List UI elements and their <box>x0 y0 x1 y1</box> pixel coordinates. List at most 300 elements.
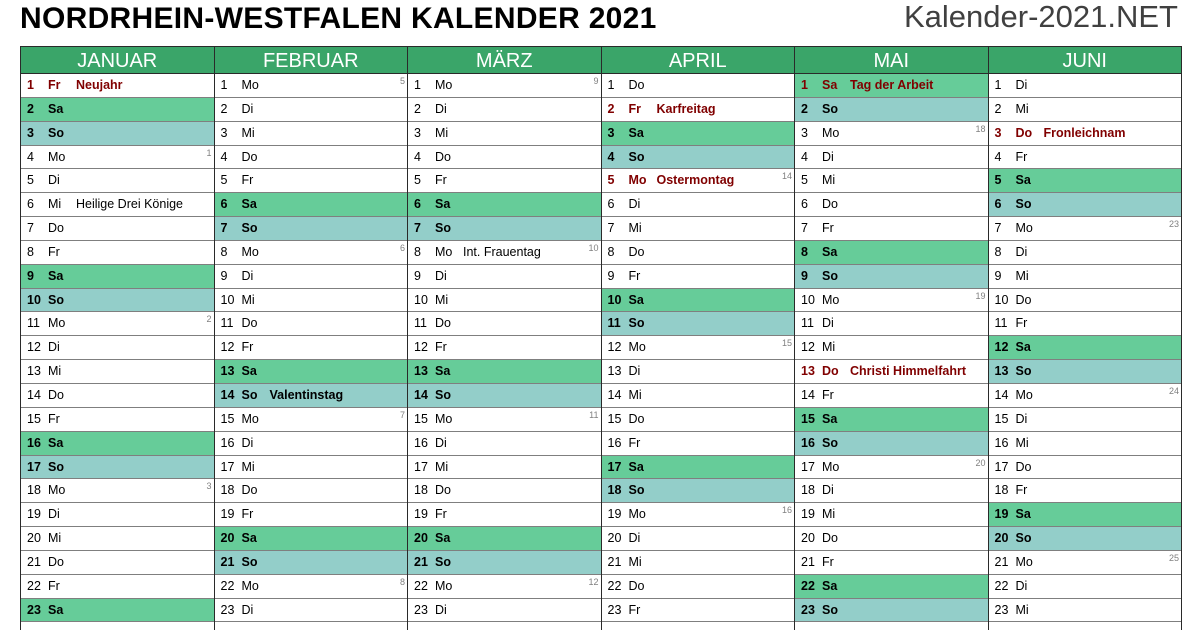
day-number: 23 <box>607 602 622 617</box>
week-number: 24 <box>1168 385 1179 396</box>
weekday-label: So <box>435 221 451 236</box>
day-number: 4 <box>607 149 615 164</box>
day-number: 1 <box>414 78 421 92</box>
day-row <box>21 169 214 193</box>
day-row <box>989 527 1182 551</box>
day-row <box>215 265 408 289</box>
day-number: 6 <box>220 197 228 212</box>
day-row <box>215 527 408 551</box>
day-number: 18 <box>414 483 428 498</box>
day-number: 17 <box>994 459 1009 474</box>
day-number: 12 <box>994 340 1009 355</box>
day-number: 5 <box>27 173 34 188</box>
weekday-label: Sa <box>48 435 64 450</box>
day-row <box>989 479 1182 503</box>
week-number: 9 <box>593 76 599 86</box>
weekday-label: Mo <box>241 411 259 426</box>
weekday-label: Fr <box>241 173 254 188</box>
weekday-label: So <box>628 149 645 164</box>
day-row <box>215 122 408 146</box>
day-row <box>408 479 601 503</box>
weekday-label: Fr <box>822 221 834 236</box>
day-row <box>408 312 601 336</box>
day-number: 23 <box>801 602 815 617</box>
week-number: 15 <box>781 338 792 349</box>
weekday-label: So <box>822 101 838 116</box>
day-row <box>408 599 601 623</box>
day-number: 18 <box>220 483 235 498</box>
weekday-label: Sa <box>822 578 838 593</box>
day-number: 9 <box>414 268 421 283</box>
weekday-label: So <box>435 387 451 402</box>
weekday-label: Di <box>435 602 447 617</box>
page-title: NORDRHEIN-WESTFALEN KALENDER 2021 <box>20 2 657 35</box>
day-row <box>21 479 214 503</box>
weekday-label: Di <box>241 268 254 283</box>
weekday-label: Mi <box>628 554 642 569</box>
day-number: 4 <box>414 149 421 164</box>
week-number: 19 <box>975 290 986 301</box>
day-row <box>602 146 795 170</box>
weekday-label: Sa <box>435 197 451 212</box>
weekday-label: Do <box>241 149 258 164</box>
day-number: 16 <box>414 435 428 450</box>
day-number: 16 <box>801 435 815 450</box>
day-number: 7 <box>220 221 228 236</box>
day-row <box>989 456 1182 480</box>
day-row <box>795 146 988 170</box>
day-row <box>408 503 601 527</box>
day-row <box>21 241 214 265</box>
day-row <box>215 479 408 503</box>
weekday-label: Mo <box>435 244 453 259</box>
day-number: 3 <box>607 125 615 140</box>
weekday-label: So <box>628 483 645 498</box>
weekday-label: Mi <box>1015 268 1029 283</box>
week-number: 3 <box>206 481 212 492</box>
day-number: 23 <box>220 602 235 617</box>
day-number: 20 <box>994 531 1009 546</box>
weekday-label: So <box>48 459 64 474</box>
day-number: 9 <box>220 268 228 283</box>
weekday-label: Sa <box>241 531 257 546</box>
day-row <box>21 575 214 599</box>
day-row <box>989 217 1182 241</box>
weekday-label: Sa <box>241 197 257 212</box>
day-number: 6 <box>414 197 421 212</box>
day-row <box>408 384 601 408</box>
day-row <box>215 169 408 193</box>
day-number: 1 <box>994 78 1002 92</box>
weekday-label: Do <box>822 197 838 212</box>
day-row <box>215 432 408 456</box>
day-row <box>989 74 1182 98</box>
weekday-label: Do <box>435 483 451 498</box>
weekday-label: So <box>48 292 64 307</box>
day-number: 4 <box>220 149 228 164</box>
day-number: 16 <box>220 435 235 450</box>
weekday-label: So <box>822 268 838 283</box>
day-row <box>408 575 601 599</box>
weekday-label: Do <box>628 411 645 426</box>
weekday-label: Sa <box>1015 173 1031 188</box>
weekday-label: Fr <box>435 340 447 355</box>
day-row <box>602 575 795 599</box>
weekday-label: Mi <box>241 459 255 474</box>
weekday-label: Mi <box>822 507 836 522</box>
weekday-label: Fr <box>435 507 447 522</box>
day-row <box>795 217 988 241</box>
weekday-label: Di <box>628 197 641 212</box>
day-number: 15 <box>220 411 235 426</box>
weekday-label: Mo <box>1015 387 1033 402</box>
weekday-label: Do <box>48 387 64 402</box>
day-number: 8 <box>801 244 808 259</box>
week-number: 7 <box>399 409 405 420</box>
day-number: 18 <box>801 483 815 498</box>
day-row <box>215 312 408 336</box>
weekday-label: Do <box>822 531 838 546</box>
day-row <box>989 384 1182 408</box>
weekday-label: Mi <box>48 531 62 546</box>
weekday-label: So <box>1015 364 1032 379</box>
day-row <box>602 384 795 408</box>
day-number: 9 <box>994 268 1002 283</box>
weekday-label: Mo <box>628 340 646 355</box>
weekday-label: Sa <box>435 531 451 546</box>
day-number: 14 <box>607 387 622 402</box>
day-number: 3 <box>994 125 1002 140</box>
day-row <box>795 98 988 122</box>
day-row <box>989 98 1182 122</box>
day-number: 17 <box>27 459 41 474</box>
day-row <box>602 169 795 193</box>
day-number: 19 <box>801 507 815 522</box>
day-number: 10 <box>607 292 622 307</box>
day-row <box>408 527 601 551</box>
day-number: 23 <box>27 602 41 617</box>
day-number: 22 <box>220 578 235 593</box>
day-number: 3 <box>220 125 228 140</box>
weekday-label: Sa <box>822 411 838 426</box>
weekday-label: Di <box>822 149 834 164</box>
month-header: JANUAR <box>21 46 214 74</box>
week-number: 11 <box>589 409 599 420</box>
weekday-label: Mo <box>822 292 840 307</box>
day-row <box>215 408 408 432</box>
weekday-label: Mi <box>241 125 255 140</box>
weekday-label: Mo <box>1015 554 1033 569</box>
day-row <box>408 408 601 432</box>
day-number: 15 <box>994 411 1009 426</box>
day-row <box>989 432 1182 456</box>
day-row <box>602 241 795 265</box>
day-row <box>408 360 601 384</box>
day-number: 2 <box>801 101 808 116</box>
day-number: 13 <box>607 364 622 379</box>
weekday-label: Do <box>1015 292 1032 307</box>
weekday-label: Mo <box>48 316 66 331</box>
day-row <box>215 336 408 360</box>
day-number: 22 <box>414 578 428 593</box>
day-number: 13 <box>801 364 815 379</box>
day-row <box>795 408 988 432</box>
day-number: 3 <box>27 125 34 140</box>
weekday-label: So <box>628 316 645 331</box>
day-row <box>989 360 1182 384</box>
day-number: 19 <box>220 507 235 522</box>
day-number: 1 <box>607 78 615 92</box>
weekday-label: Do <box>628 578 645 593</box>
day-number: 4 <box>801 149 808 164</box>
day-row <box>795 312 988 336</box>
day-row <box>602 193 795 217</box>
day-number: 2 <box>607 101 615 116</box>
day-row <box>21 312 214 336</box>
weekday-label: Mi <box>628 387 642 402</box>
day-number: 15 <box>607 411 622 426</box>
day-number: 19 <box>27 507 41 522</box>
day-row <box>795 575 988 599</box>
day-number: 22 <box>801 578 815 593</box>
day-number: 1 <box>220 78 228 92</box>
month-header: JUNI <box>989 46 1182 74</box>
day-row <box>215 456 408 480</box>
day-number: 4 <box>27 149 34 164</box>
day-number: 11 <box>607 316 621 331</box>
weekday-label: Fr <box>48 578 60 593</box>
weekday-label: So <box>241 387 258 402</box>
weekday-label: Sa <box>628 459 644 474</box>
day-row <box>989 503 1182 527</box>
weekday-label: Di <box>48 173 60 188</box>
day-row <box>408 122 601 146</box>
weekday-label: Di <box>241 602 254 617</box>
day-number: 21 <box>801 554 815 569</box>
weekday-label: Mo <box>628 507 646 522</box>
weekday-label: Sa <box>1015 340 1031 355</box>
holiday-label: Tag der Arbeit <box>850 78 934 92</box>
day-row <box>215 360 408 384</box>
day-number: 10 <box>994 292 1009 307</box>
day-row <box>21 336 214 360</box>
day-number: 18 <box>994 483 1009 498</box>
day-row <box>408 336 601 360</box>
weekday-label: Di <box>241 101 254 116</box>
day-number: 17 <box>414 459 428 474</box>
day-number: 21 <box>994 554 1009 569</box>
day-row <box>21 551 214 575</box>
day-number: 15 <box>414 411 428 426</box>
day-row <box>795 122 988 146</box>
day-row <box>989 336 1182 360</box>
weekday-label: Mi <box>822 340 836 355</box>
month-column <box>21 46 215 630</box>
day-row <box>408 456 601 480</box>
day-number: 3 <box>801 125 808 140</box>
weekday-label: Di <box>822 316 834 331</box>
day-number: 8 <box>414 244 421 259</box>
weekday-label: So <box>822 435 838 450</box>
week-number: 16 <box>781 505 792 516</box>
day-row <box>602 312 795 336</box>
day-number: 8 <box>27 244 34 259</box>
day-row <box>602 551 795 575</box>
day-number: 18 <box>607 483 622 498</box>
day-number: 21 <box>607 554 622 569</box>
holiday-label: Fronleichnam <box>1043 125 1126 140</box>
weekday-label: Fr <box>628 268 641 283</box>
day-number: 14 <box>414 387 428 402</box>
day-number: 11 <box>994 316 1008 331</box>
weekday-label: Mo <box>241 578 259 593</box>
day-row <box>215 146 408 170</box>
month-column <box>408 46 602 630</box>
weekday-label: Mi <box>1015 101 1029 116</box>
day-row <box>602 122 795 146</box>
weekday-label: Do <box>241 483 258 498</box>
day-number: 10 <box>27 292 41 307</box>
day-row <box>795 599 988 623</box>
day-row <box>602 408 795 432</box>
day-number: 13 <box>220 364 235 379</box>
day-number: 13 <box>994 364 1009 379</box>
day-row <box>602 479 795 503</box>
day-row <box>602 456 795 480</box>
day-number: 12 <box>27 340 41 355</box>
day-number: 1 <box>27 78 34 92</box>
day-row <box>21 217 214 241</box>
day-number: 21 <box>414 554 428 569</box>
weekday-label: Sa <box>822 78 838 92</box>
day-row <box>989 312 1182 336</box>
weekday-label: Di <box>48 507 60 522</box>
day-number: 20 <box>801 531 815 546</box>
day-number: 7 <box>994 221 1002 236</box>
day-number: 22 <box>607 578 622 593</box>
weekday-label: So <box>241 221 258 236</box>
day-number: 12 <box>607 340 622 355</box>
holiday-label: Ostermontag <box>656 173 735 188</box>
weekday-label: Do <box>435 149 451 164</box>
day-number: 5 <box>994 173 1002 188</box>
day-row <box>408 265 601 289</box>
day-number: 10 <box>220 292 235 307</box>
day-number: 9 <box>27 268 34 283</box>
weekday-label: Mi <box>822 173 836 188</box>
day-number: 11 <box>801 316 814 331</box>
weekday-label: So <box>1015 531 1032 546</box>
weekday-label: Mo <box>241 78 259 92</box>
day-row <box>795 193 988 217</box>
day-number: 21 <box>27 554 41 569</box>
weekday-label: Sa <box>48 101 64 116</box>
day-number: 5 <box>801 173 808 188</box>
day-row <box>602 360 795 384</box>
day-row <box>989 241 1182 265</box>
day-number: 12 <box>801 340 815 355</box>
weekday-label: Mo <box>822 125 840 140</box>
weekday-label: Mi <box>1015 435 1029 450</box>
month-header: APRIL <box>602 46 795 74</box>
weekday-label: Mo <box>435 411 453 426</box>
weekday-label: So <box>822 602 838 617</box>
day-number: 10 <box>414 292 428 307</box>
weekday-label: Mo <box>628 173 647 188</box>
day-row <box>215 503 408 527</box>
day-row <box>989 551 1182 575</box>
weekday-label: Do <box>1015 125 1033 140</box>
day-row <box>408 74 601 98</box>
day-row <box>795 551 988 575</box>
day-number: 17 <box>220 459 235 474</box>
day-number: 22 <box>27 578 41 593</box>
day-number: 23 <box>994 602 1009 617</box>
weekday-label: Fr <box>628 602 641 617</box>
weekday-label: Mo <box>48 149 66 164</box>
weekday-label: Mi <box>48 197 62 212</box>
event-label: Heilige Drei Könige <box>76 197 184 212</box>
week-number: 14 <box>781 171 792 182</box>
day-row <box>795 527 988 551</box>
day-number: 23 <box>414 602 428 617</box>
day-row <box>21 74 214 98</box>
day-row <box>795 432 988 456</box>
weekday-label: Fr <box>1015 149 1028 164</box>
month-header: MAI <box>795 46 988 74</box>
week-number: 1 <box>206 147 212 158</box>
day-row <box>795 74 988 98</box>
weekday-label: Do <box>241 316 258 331</box>
day-row <box>215 384 408 408</box>
weekday-label: Sa <box>822 244 838 259</box>
day-number: 14 <box>801 387 815 402</box>
day-number: 7 <box>414 221 421 236</box>
site-logo-text[interactable]: Kalender-2021.NET <box>904 0 1178 34</box>
day-number: 19 <box>994 507 1009 522</box>
weekday-label: Di <box>1015 578 1028 593</box>
day-row <box>215 98 408 122</box>
weekday-label: Mo <box>822 459 840 474</box>
day-row <box>602 98 795 122</box>
day-number: 14 <box>994 387 1009 402</box>
day-number: 8 <box>607 244 615 259</box>
weekday-label: Sa <box>48 602 64 617</box>
day-number: 1 <box>801 78 808 92</box>
day-number: 3 <box>414 125 421 140</box>
day-row <box>408 98 601 122</box>
day-row <box>408 146 601 170</box>
day-row <box>21 432 214 456</box>
day-row <box>215 74 408 98</box>
weekday-label: Di <box>241 435 254 450</box>
day-number: 14 <box>220 387 235 402</box>
weekday-label: Mi <box>241 292 255 307</box>
weekday-label: So <box>48 125 64 140</box>
day-row <box>989 575 1182 599</box>
weekday-label: Fr <box>822 554 834 569</box>
weekday-label: Di <box>48 340 60 355</box>
day-row <box>21 456 214 480</box>
day-row <box>602 599 795 623</box>
weekday-label: Mi <box>435 459 449 474</box>
day-row <box>21 98 214 122</box>
weekday-label: Sa <box>628 292 644 307</box>
day-row <box>795 384 988 408</box>
day-number: 2 <box>220 101 228 116</box>
week-number: 6 <box>399 242 405 253</box>
day-row <box>989 122 1182 146</box>
